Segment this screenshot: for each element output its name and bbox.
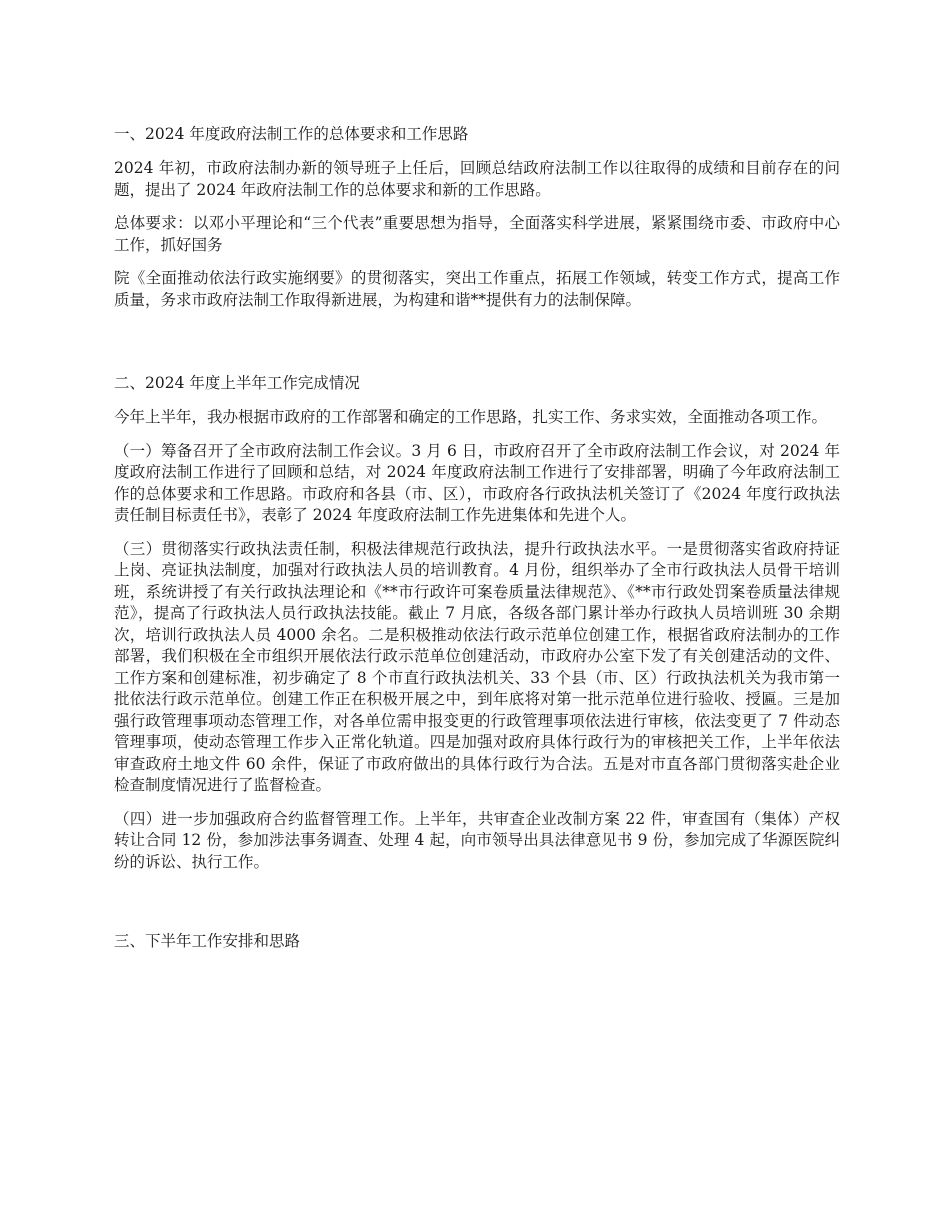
- section1-paragraph-1: 2024 年初，市政府法制办新的领导班子上任后，回顾总结政府法制工作以往取得的成绩和目前存在的问题，提出了 2024 年政府法制工作的总体要求和新的工作思路。: [114, 159, 840, 199]
- section1-paragraph-3: 院《全面推动依法行政实施纲要》的贯彻落实，突出工作重点，拓展工作领域，转变工作方式，提高工作质量，务求市政府法制工作取得新进展，为构建和谐**提供有力的法制保障。: [114, 269, 840, 309]
- section2-paragraph-2: （一）筹备召开了全市政府法制工作会议。3 月 6 日，市政府召开了全市政府法制工作会议，对 2024 年度政府法制工作进行了回顾和总结，对 2024 年度政府法制工作进行了安排部署，明确了今年政府法制工作的总体要求和工作思路。市政府和各县（市、区），市政府各行政执法机关签订了《2024 年度行政执法责任制目标责任书》，表彰了 2024 年度政府法制工作先进集体和先进个人。: [114, 441, 840, 524]
- section-spacer: [114, 323, 840, 371]
- section3-heading: 三、下半年工作安排和思路: [114, 932, 301, 950]
- section1-heading: 一、2024 年度政府法制工作的总体要求和工作思路: [114, 125, 469, 143]
- section1-paragraph-2: 总体要求：以邓小平理论和“三个代表”重要思想为指导，全面落实科学进展，紧紧围绕市委、市政府中心工作，抓好国务: [114, 214, 840, 254]
- section2-paragraph-4: （四）进一步加强政府合约监督管理工作。上半年，共审查企业改制方案 22 件，审查国有（集体）产权转让合同 12 份，参加涉法事务调查、处理 4 起，向市领导出具法律意见书 9 份，参加完成了华源医院纠纷的诉讼、执行工作。: [114, 809, 840, 871]
- section2-paragraph-3: （三）贯彻落实行政执法责任制，积极法律规范行政执法，提升行政执法水平。一是贯彻落实省政府持证上岗、亮证执法制度，加强对行政执法人员的培训教育。4 月份，组织举办了全市行政执法人员骨干培训班，系统讲授了有关行政执法理论和《**市行政许可案卷质量法律规范》、《**市行政处罚案卷质量法律规范》，提高了行政执法人员行政执法技能。截止 7 月底，各级各部门累计举办行政执人员培训班 30 余期次，培训行政执法人员 4000 余名。二是积极推动依法行政示范单位创建工作，根据省政府法制办的工作部署，我们积极在全市组织开展依法行政示范单位创建活动，市政府办公室下发了有关创建活动的文件、工作方案和创建标准，初步确定了 8 个市直行政执法机关、33 个县（市、区）行政执法机关为我市第一批依法行政示范单位。创建工作正在积极开展之中，到年底将对第一批示范单位进行验收、授匾。三是加强行政管理事项动态管理工作，对各单位需申报变更的行政管理事项依法进行审核，依法变更了 7 件动态管理事项，使动态管理工作步入正常化轨道。四是加强对政府具体行政行为的审核把关工作，上半年依法审查政府土地文件 60 余件，保证了市政府做出的具体行政行为合法。五是对市直各部门贯彻落实赴企业检查制度情况进行了监督检查。: [114, 539, 840, 794]
- section-spacer: [114, 885, 840, 929]
- section2-heading: 二、2024 年度上半年工作完成情况: [114, 374, 360, 392]
- section2-paragraph-1: 今年上半年，我办根据市政府的工作部署和确定的工作思路，扎实工作、务求实效，全面推动各项工作。: [114, 408, 828, 426]
- document-page: [114, 122, 840, 965]
